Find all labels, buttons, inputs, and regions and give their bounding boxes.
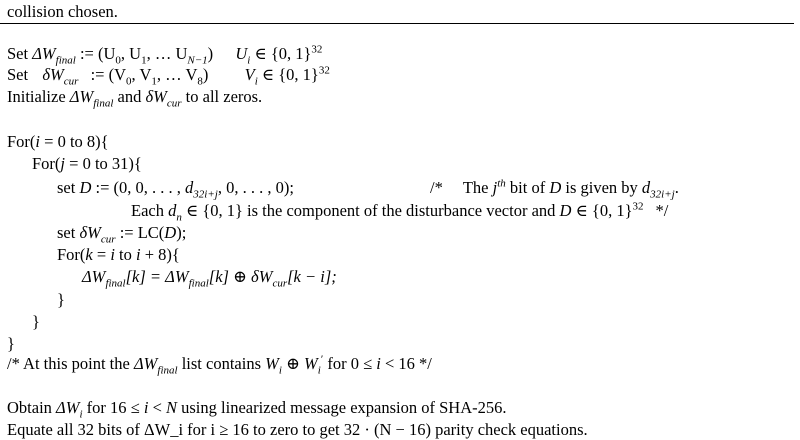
- comment-jth-bit: /* The $j^{th}$ bit of D is given by $d_{32i+j}$.: [430, 177, 679, 201]
- line-for-i: For(i = 0 to 8){: [7, 132, 109, 151]
- horizontal-rule: [0, 23, 794, 24]
- close-brace-i: }: [7, 334, 15, 353]
- line-set-lc: set $\delta W_{cur}$ := LC(D);: [57, 223, 187, 246]
- line-set-delta-w-final: Set $\Delta W_{final}$ := ($U_0$, $U_1$, … $U_{N-1}$) $U_i$ ∈ {0, 1}$^{32}$: [7, 43, 323, 67]
- line-note: /* At this point the $\Delta W_{final}$ list contains $W_i$ ⊕ $W_i'$ for 0 ≤ i < 16 */: [7, 353, 432, 377]
- line-update: $\Delta W_{final}[k] = \Delta W_{final}[k]$ ⊕ $\delta W_{cur}[k - i]$;: [82, 267, 337, 290]
- close-brace-k: }: [57, 290, 65, 309]
- line-set-d: set D := (0, 0, . . . , $d_{32i+j}$, 0, . . . , 0);: [57, 178, 294, 201]
- line-for-k: For(k = i to i + 8){: [57, 245, 180, 264]
- line-collision-chosen: collision chosen.: [7, 2, 118, 21]
- comment-each-dn: Each $d_n$ ∈ {0, 1} is the component of the disturbance vector and D ∈ {0, 1}$^{32}$ */: [131, 200, 669, 224]
- line-set-delta-w-cur: Set $\delta W_{cur}$ := ($V_0$, $V_1$, … $V_8$) $V_i$ ∈ {0, 1}$^{32}$: [7, 64, 330, 88]
- close-brace-j: }: [32, 312, 40, 331]
- line-obtain: Obtain $\Delta W_i$ for 16 ≤ i < N using linearized message expansion of SHA-256.: [7, 398, 507, 421]
- line-for-j: For(j = 0 to 31){: [32, 154, 142, 173]
- line-equate-partial: Equate all 32 bits of ΔW_i for i ≥ 16 to zero to get 32 · (N − 16) parity check equations.: [7, 420, 588, 439]
- line-initialize: Initialize $\Delta W_{final}$ and $\delta W_{cur}$ to all zeros.: [7, 87, 263, 110]
